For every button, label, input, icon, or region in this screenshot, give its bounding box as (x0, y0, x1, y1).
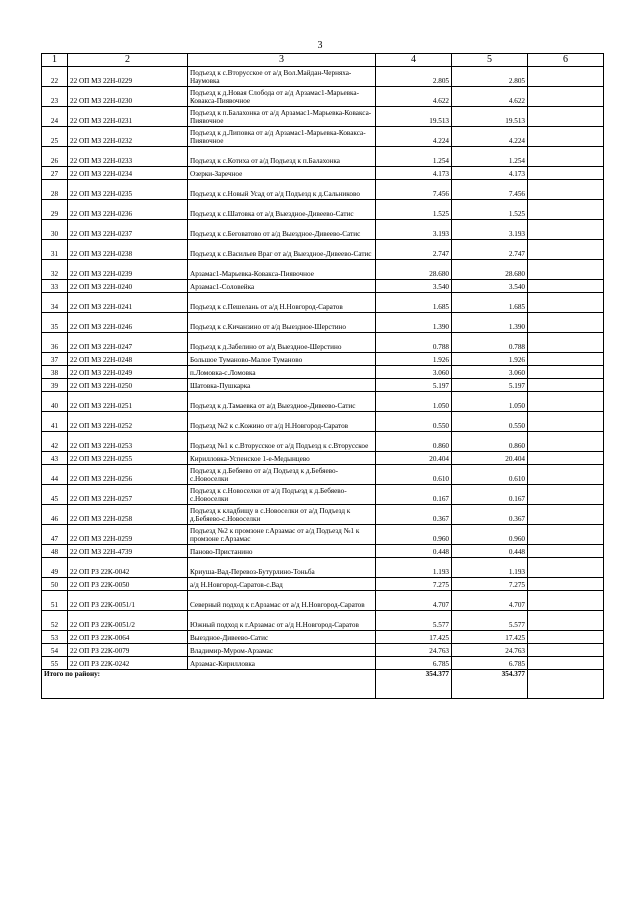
road-name: Подъезд №1 к с.Вторусское от а/д Подъезд к с.Вторусское (188, 432, 376, 452)
road-id-code: 22 ОП МЗ 22Н-0252 (68, 412, 188, 432)
road-name: Арзамас1-Марьевка-Ковакса-Пиявочное (188, 260, 376, 280)
table-row (42, 293, 604, 313)
road-note (528, 379, 604, 392)
road-length-2: 28.680 (452, 260, 528, 280)
road-length-2: 0.860 (452, 432, 528, 452)
table-row (42, 452, 604, 465)
road-note (528, 220, 604, 240)
row-number: 41 (42, 412, 68, 432)
row-number: 35 (42, 313, 68, 333)
road-note (528, 180, 604, 200)
row-number: 27 (42, 167, 68, 180)
road-note (528, 293, 604, 313)
road-note (528, 127, 604, 147)
road-length-2: 4.707 (452, 591, 528, 611)
table-row (42, 280, 604, 293)
road-length-2: 1.050 (452, 392, 528, 412)
road-note (528, 147, 604, 167)
road-name: Подъезд к п.Балахонка от а/д Арзамас1-Марьевка-Ковакса-Пиявочное (188, 107, 376, 127)
road-length: 2.747 (376, 240, 452, 260)
road-name: Подъезд к д.Новая Слобода от а/д Арзамас1-Марьевка-Ковакса-Пиявочное (188, 87, 376, 107)
row-number: 23 (42, 87, 68, 107)
road-name: Южный подход к г.Арзамас от а/д Н.Новгород-Саратов (188, 611, 376, 631)
row-number: 44 (42, 465, 68, 485)
column-header: 3 (188, 54, 376, 67)
road-name: п.Ломовка-с.Ломовка (188, 366, 376, 379)
table-row (42, 107, 604, 127)
table-row (42, 631, 604, 644)
road-name: Озерки-Заречное (188, 167, 376, 180)
road-note (528, 644, 604, 657)
row-number: 40 (42, 392, 68, 412)
road-name: Криуша-Вад-Перевоз-Бутурлино-Тоньба (188, 558, 376, 578)
row-number: 32 (42, 260, 68, 280)
page-number: 3 (317, 40, 323, 51)
road-name: Подъезд к с.Беговатово от а/д Выездное-Дивеево-Сатис (188, 220, 376, 240)
road-name: Подъезд к с.Новоселки от а/д Подъезд к д.Бебяево-с.Новоселки (188, 485, 376, 505)
table-row (42, 485, 604, 505)
road-length: 0.367 (376, 505, 452, 525)
road-length-2: 19.513 (452, 107, 528, 127)
road-length: 1.390 (376, 313, 452, 333)
road-name: Арзамас-Кирилловка (188, 657, 376, 670)
table-row (42, 240, 604, 260)
row-number: 51 (42, 591, 68, 611)
road-length: 2.805 (376, 67, 452, 87)
row-number: 50 (42, 578, 68, 591)
road-length-2: 1.254 (452, 147, 528, 167)
road-name: а/д Н.Новгород-Саратов-с.Вад (188, 578, 376, 591)
road-name: Арзамас1-Соловейка (188, 280, 376, 293)
road-name: Подъезд к с.Вторусское от а/д Вол.Майдан-Черняха-Наумовка (188, 67, 376, 87)
road-length: 5.577 (376, 611, 452, 631)
road-length: 1.685 (376, 293, 452, 313)
road-length-2: 20.404 (452, 452, 528, 465)
row-number: 34 (42, 293, 68, 313)
column-header: 2 (68, 54, 188, 67)
row-number: 52 (42, 611, 68, 631)
table-row (42, 313, 604, 333)
road-length: 28.680 (376, 260, 452, 280)
table-row (42, 545, 604, 558)
row-number: 37 (42, 353, 68, 366)
road-length-2: 0.367 (452, 505, 528, 525)
row-number: 26 (42, 147, 68, 167)
road-length: 17.425 (376, 631, 452, 644)
road-length: 7.275 (376, 578, 452, 591)
row-number: 42 (42, 432, 68, 452)
road-name: Подъезд к д.Липовка от а/д Арзамас1-Марьевка-Ковакса-Пиявочное (188, 127, 376, 147)
road-length: 4.622 (376, 87, 452, 107)
road-id-code: 22 ОП РЗ 22К-0064 (68, 631, 188, 644)
road-id-code: 22 ОП МЗ 22Н-0236 (68, 200, 188, 220)
road-id-code: 22 ОП МЗ 22Н-0239 (68, 260, 188, 280)
table-row (42, 525, 604, 545)
road-length: 0.167 (376, 485, 452, 505)
road-length-2: 3.540 (452, 280, 528, 293)
table-row (42, 353, 604, 366)
road-name: Подъезд №2 к промзоне г.Арзамас от а/д Подъезд №1 к промзоне г.Арзамас (188, 525, 376, 545)
road-length: 4.707 (376, 591, 452, 611)
table-row (42, 260, 604, 280)
row-number: 38 (42, 366, 68, 379)
road-length: 19.513 (376, 107, 452, 127)
road-id-code: 22 ОП МЗ 22Н-0249 (68, 366, 188, 379)
road-length-2: 0.550 (452, 412, 528, 432)
table-row (42, 180, 604, 200)
total-length: 354.377 (376, 670, 452, 699)
road-length: 20.404 (376, 452, 452, 465)
table-row (42, 67, 604, 87)
total-row (42, 670, 604, 699)
road-id-code: 22 ОП РЗ 22К-0051/2 (68, 611, 188, 631)
table-row (42, 379, 604, 392)
road-length: 0.860 (376, 432, 452, 452)
row-number: 53 (42, 631, 68, 644)
row-number: 29 (42, 200, 68, 220)
road-length-2: 24.763 (452, 644, 528, 657)
road-name: Подъезд к д.Бебяево от а/д Подъезд к д.Бебяево-с.Новоселки (188, 465, 376, 485)
row-number: 25 (42, 127, 68, 147)
header-row (42, 54, 604, 67)
road-id-code: 22 ОП РЗ 22К-0079 (68, 644, 188, 657)
table-row (42, 392, 604, 412)
road-name: Подъезд к кладбищу в с.Новоселки от а/д Подъезд к д.Бебяево-с.Новоселки (188, 505, 376, 525)
road-length-2: 4.224 (452, 127, 528, 147)
road-id-code: 22 ОП МЗ 22Н-0248 (68, 353, 188, 366)
road-id-code: 22 ОП МЗ 22Н-0255 (68, 452, 188, 465)
road-length: 3.060 (376, 366, 452, 379)
table-row (42, 578, 604, 591)
road-id-code: 22 ОП МЗ 22Н-0241 (68, 293, 188, 313)
road-length: 1.926 (376, 353, 452, 366)
table-row (42, 167, 604, 180)
table-row (42, 127, 604, 147)
road-name: Подъезд к с.Новый Усад от а/д Подъезд к д.Сальниково (188, 180, 376, 200)
road-length: 1.050 (376, 392, 452, 412)
total-label: Итого по району: (42, 670, 376, 699)
road-note (528, 167, 604, 180)
road-id-code: 22 ОП МЗ 22Н-0259 (68, 525, 188, 545)
road-length-2: 7.456 (452, 180, 528, 200)
road-name: Подъезд к д.Забелино от а/д Выездное-Шерстино (188, 333, 376, 353)
road-note (528, 465, 604, 485)
table-row (42, 465, 604, 485)
road-note (528, 558, 604, 578)
road-note (528, 505, 604, 525)
road-note (528, 280, 604, 293)
road-id-code: 22 ОП МЗ 22Н-0235 (68, 180, 188, 200)
road-note (528, 525, 604, 545)
road-id-code: 22 ОП МЗ 22Н-0257 (68, 485, 188, 505)
row-number: 36 (42, 333, 68, 353)
road-note (528, 631, 604, 644)
road-id-code: 22 ОП МЗ 22Н-0232 (68, 127, 188, 147)
road-length: 1.193 (376, 558, 452, 578)
road-id-code: 22 ОП РЗ 22К-0242 (68, 657, 188, 670)
road-length-2: 2.747 (452, 240, 528, 260)
road-note (528, 260, 604, 280)
road-note (528, 432, 604, 452)
road-length-2: 1.525 (452, 200, 528, 220)
road-id-code: 22 ОП МЗ 22Н-0238 (68, 240, 188, 260)
road-length-2: 7.275 (452, 578, 528, 591)
road-note (528, 240, 604, 260)
road-length: 6.785 (376, 657, 452, 670)
road-length: 3.193 (376, 220, 452, 240)
road-note (528, 578, 604, 591)
road-note (528, 366, 604, 379)
road-length: 5.197 (376, 379, 452, 392)
road-id-code: 22 ОП РЗ 22К-0050 (68, 578, 188, 591)
road-name: Подъезд к с.Котиха от а/д Подъезд к п.Балахонка (188, 147, 376, 167)
road-length-2: 4.173 (452, 167, 528, 180)
road-length: 0.448 (376, 545, 452, 558)
row-number: 39 (42, 379, 68, 392)
row-number: 30 (42, 220, 68, 240)
road-id-code: 22 ОП МЗ 22Н-0234 (68, 167, 188, 180)
road-note (528, 545, 604, 558)
road-name: Выездное-Дивеево-Сатис (188, 631, 376, 644)
road-id-code: 22 ОП МЗ 22Н-4739 (68, 545, 188, 558)
road-id-code: 22 ОП МЗ 22Н-0247 (68, 333, 188, 353)
road-length: 0.788 (376, 333, 452, 353)
road-id-code: 22 ОП МЗ 22Н-0233 (68, 147, 188, 167)
row-number: 55 (42, 657, 68, 670)
table-row (42, 505, 604, 525)
road-note (528, 591, 604, 611)
table-row (42, 644, 604, 657)
road-name: Подъезд к д.Тамаевка от а/д Выездное-Дивеево-Сатис (188, 392, 376, 412)
road-length-2: 5.577 (452, 611, 528, 631)
road-name: Подъезд №2 к с.Кожино от а/д Н.Новгород-Саратов (188, 412, 376, 432)
table-row (42, 333, 604, 353)
table-row (42, 200, 604, 220)
road-note (528, 313, 604, 333)
row-number: 54 (42, 644, 68, 657)
road-note (528, 87, 604, 107)
road-length-2: 1.685 (452, 293, 528, 313)
road-id-code: 22 ОП МЗ 22Н-0256 (68, 465, 188, 485)
road-note (528, 333, 604, 353)
row-number: 47 (42, 525, 68, 545)
table-row (42, 366, 604, 379)
road-length-2: 0.960 (452, 525, 528, 545)
row-number: 33 (42, 280, 68, 293)
table-row (42, 147, 604, 167)
row-number: 46 (42, 505, 68, 525)
table-row (42, 412, 604, 432)
road-id-code: 22 ОП РЗ 22К-0042 (68, 558, 188, 578)
row-number: 24 (42, 107, 68, 127)
table-row (42, 220, 604, 240)
road-note (528, 452, 604, 465)
road-id-code: 22 ОП МЗ 22Н-0246 (68, 313, 188, 333)
road-id-code: 22 ОП РЗ 22К-0051/1 (68, 591, 188, 611)
road-length: 4.173 (376, 167, 452, 180)
column-header: 6 (528, 54, 604, 67)
road-note (528, 611, 604, 631)
road-note (528, 353, 604, 366)
row-number: 22 (42, 67, 68, 87)
road-note (528, 392, 604, 412)
road-length: 1.525 (376, 200, 452, 220)
road-name: Северный подход к г.Арзамас от а/д Н.Новгород-Саратов (188, 591, 376, 611)
road-length-2: 3.060 (452, 366, 528, 379)
road-note (528, 657, 604, 670)
road-length: 1.254 (376, 147, 452, 167)
road-name: Подъезд к с.Васильев Враг от а/д Выездное-Дивеево-Сатис (188, 240, 376, 260)
road-length-2: 3.193 (452, 220, 528, 240)
road-length-2: 17.425 (452, 631, 528, 644)
total-length-2: 354.377 (452, 670, 528, 699)
column-header: 1 (42, 54, 68, 67)
road-name: Подъезд к с.Шатовка от а/д Выездное-Дивеево-Сатис (188, 200, 376, 220)
road-length-2: 0.167 (452, 485, 528, 505)
row-number: 28 (42, 180, 68, 200)
road-id-code: 22 ОП МЗ 22Н-0237 (68, 220, 188, 240)
road-name: Паново-Пристанино (188, 545, 376, 558)
road-id-code: 22 ОП МЗ 22Н-0229 (68, 67, 188, 87)
road-name: Подъезд к с.Пешелань от а/д Н.Новгород-Саратов (188, 293, 376, 313)
row-number: 49 (42, 558, 68, 578)
row-number: 45 (42, 485, 68, 505)
table-body (42, 67, 604, 670)
total-note (528, 670, 604, 699)
road-note (528, 107, 604, 127)
road-note (528, 412, 604, 432)
road-id-code: 22 ОП МЗ 22Н-0231 (68, 107, 188, 127)
road-name: Владимир-Муром-Арзамас (188, 644, 376, 657)
table-row (42, 432, 604, 452)
road-name: Кирилловка-Успенское 1-е-Медынцево (188, 452, 376, 465)
road-length-2: 1.193 (452, 558, 528, 578)
table-row (42, 657, 604, 670)
road-length-2: 1.390 (452, 313, 528, 333)
road-length: 7.456 (376, 180, 452, 200)
road-length-2: 2.805 (452, 67, 528, 87)
road-id-code: 22 ОП МЗ 22Н-0250 (68, 379, 188, 392)
row-number: 43 (42, 452, 68, 465)
road-length-2: 1.926 (452, 353, 528, 366)
road-length-2: 4.622 (452, 87, 528, 107)
table-row (42, 87, 604, 107)
road-length-2: 0.448 (452, 545, 528, 558)
road-length: 4.224 (376, 127, 452, 147)
road-name: Подъезд к с.Кичанзино от а/д Выездное-Шерстино (188, 313, 376, 333)
road-id-code: 22 ОП МЗ 22Н-0251 (68, 392, 188, 412)
road-length: 24.763 (376, 644, 452, 657)
road-id-code: 22 ОП МЗ 22Н-0240 (68, 280, 188, 293)
road-note (528, 67, 604, 87)
road-length: 0.610 (376, 465, 452, 485)
road-length: 0.550 (376, 412, 452, 432)
road-length-2: 5.197 (452, 379, 528, 392)
road-name: Большое Туманово-Малое Туманово (188, 353, 376, 366)
column-header: 4 (376, 54, 452, 67)
road-note (528, 485, 604, 505)
road-id-code: 22 ОП МЗ 22Н-0258 (68, 505, 188, 525)
road-length-2: 0.788 (452, 333, 528, 353)
road-note (528, 200, 604, 220)
roads-table (41, 53, 604, 699)
road-id-code: 22 ОП МЗ 22Н-0230 (68, 87, 188, 107)
table-row (42, 591, 604, 611)
row-number: 31 (42, 240, 68, 260)
road-id-code: 22 ОП МЗ 22Н-0253 (68, 432, 188, 452)
road-length-2: 0.610 (452, 465, 528, 485)
road-length: 0.960 (376, 525, 452, 545)
column-header: 5 (452, 54, 528, 67)
road-length: 3.540 (376, 280, 452, 293)
road-name: Шатовка-Пушкарка (188, 379, 376, 392)
table-row (42, 558, 604, 578)
row-number: 48 (42, 545, 68, 558)
road-length-2: 6.785 (452, 657, 528, 670)
table-row (42, 611, 604, 631)
